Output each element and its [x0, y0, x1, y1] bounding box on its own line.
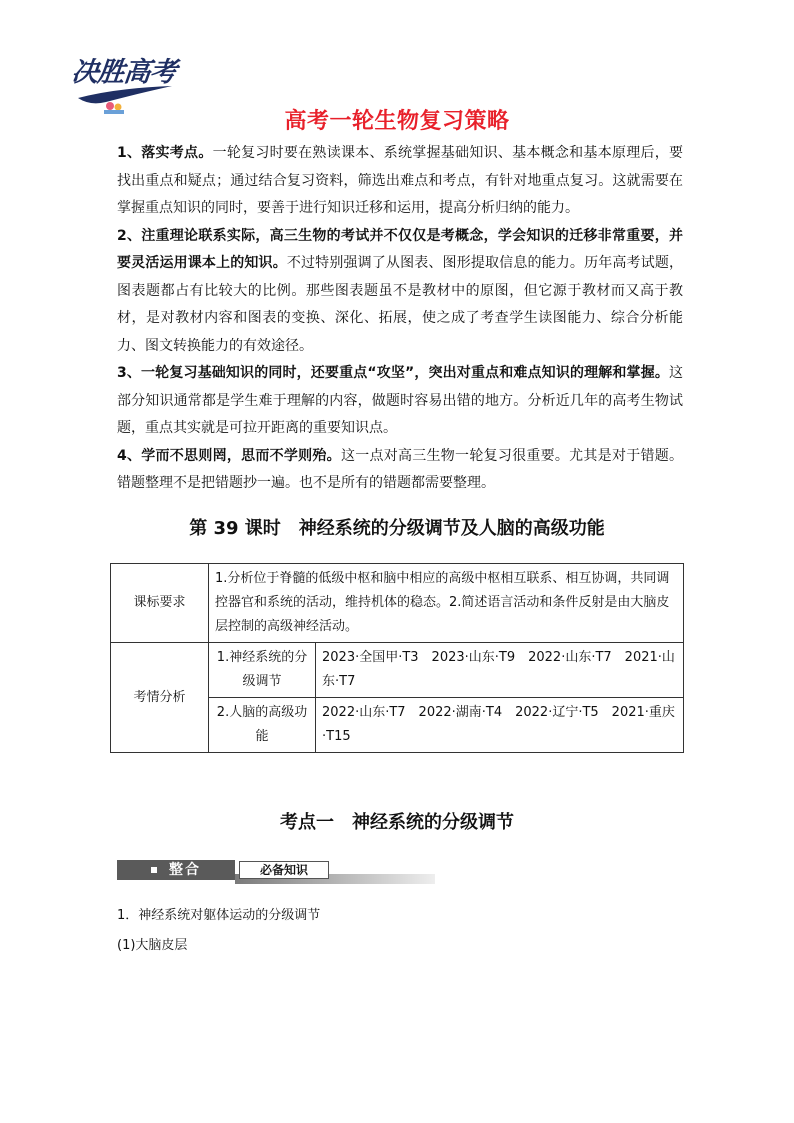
- strategy-item: [117, 223, 683, 361]
- strategy-lead: 3、一轮复习基础知识的同时，还要重点“攻坚”，突出对重点和难点知识的理解和掌握。: [117, 365, 669, 381]
- strategy-lead: 2、注重理论联系实际，高三生物的考试并不仅仅是考概念，学会知识的迁移非常重要，并要灵活运用课本上的知识。: [117, 227, 683, 271]
- strategy-body: 这部分知识通常都是学生难于理解的内容，做题时容易出错的地方。分析近几年的高考生物试题，重点其实就是可拉开距离的重要知识点。: [117, 365, 683, 436]
- table-row: [111, 564, 684, 643]
- analysis-topic: 1.神经系统的分级调节: [209, 643, 316, 698]
- strategy-lead: 4、学而不思则罔，思而不学则殆。: [117, 447, 341, 464]
- banner-label: 整合: [169, 862, 201, 878]
- section-banner: [117, 860, 435, 884]
- strategy-list: [117, 140, 683, 498]
- banner-tag: 必备知识: [239, 861, 329, 879]
- strategy-item: [117, 360, 683, 443]
- strategy-lead: 1、落实考点。: [117, 145, 213, 161]
- strategy-item: [117, 140, 683, 223]
- subsection-heading: (1)大脑皮层: [117, 938, 188, 953]
- analysis-refs: 2023·全国甲·T3 2023·山东·T9 2022·山东·T7 2021·山东·T7: [316, 643, 684, 698]
- analysis-topic: 2.人脑的高级功能: [209, 698, 316, 753]
- section-heading: 1．神经系统对躯体运动的分级调节: [117, 908, 321, 923]
- square-bullet-icon: [151, 867, 157, 873]
- table-row: [111, 643, 684, 698]
- lesson-title: 第 39 课时 神经系统的分级调节及人脑的高级功能: [189, 518, 605, 539]
- analysis-refs: 2022·山东·T7 2022·湖南·T4 2022·辽宁·T5 2021·重庆·T15: [316, 698, 684, 753]
- req-label: 课标要求: [111, 564, 209, 643]
- logo-text: 决胜高考: [70, 57, 178, 88]
- page-title: 高考一轮生物复习策略: [284, 109, 510, 134]
- point-title: 考点一 神经系统的分级调节: [280, 812, 514, 833]
- requirements-table: [110, 563, 684, 753]
- strategy-body: 一轮复习时要在熟读课本、系统掌握基础知识、基本概念和基本原理后，要找出重点和疑点；通过结合复习资料，筛选出难点和考点，有针对地重点复习。这就需要在掌握重点知识的同时，要善于进行知识迁移和运用，提高分析归纳的能力。: [117, 145, 684, 216]
- req-text: 1.分析位于脊髓的低级中枢和脑中相应的高级中枢相互联系、相互协调，共同调控器官和系统的活动，维持机体的稳态。2.简述语言活动和条件反射是由大脑皮层控制的高级神经活动。: [209, 564, 684, 643]
- strategy-body: 这一点对高三生物一轮复习很重要。尤其是对于错题。错题整理不是把错题抄一遍。也不是所有的错题都需要整理。: [117, 447, 683, 491]
- strategy-body: 不过特别强调了从图表、图形提取信息的能力。历年高考试题，图表题都占有比较大的比例。那些图表题虽不是教材中的原图，但它源于教材而又高于教材，是对教材内容和图表的变换、深化、拓展，使之成了考查学生读图能力、综合分析能力、图文转换能力的有效途径。: [117, 255, 684, 354]
- analysis-label: 考情分析: [111, 643, 209, 753]
- strategy-item: [117, 443, 683, 498]
